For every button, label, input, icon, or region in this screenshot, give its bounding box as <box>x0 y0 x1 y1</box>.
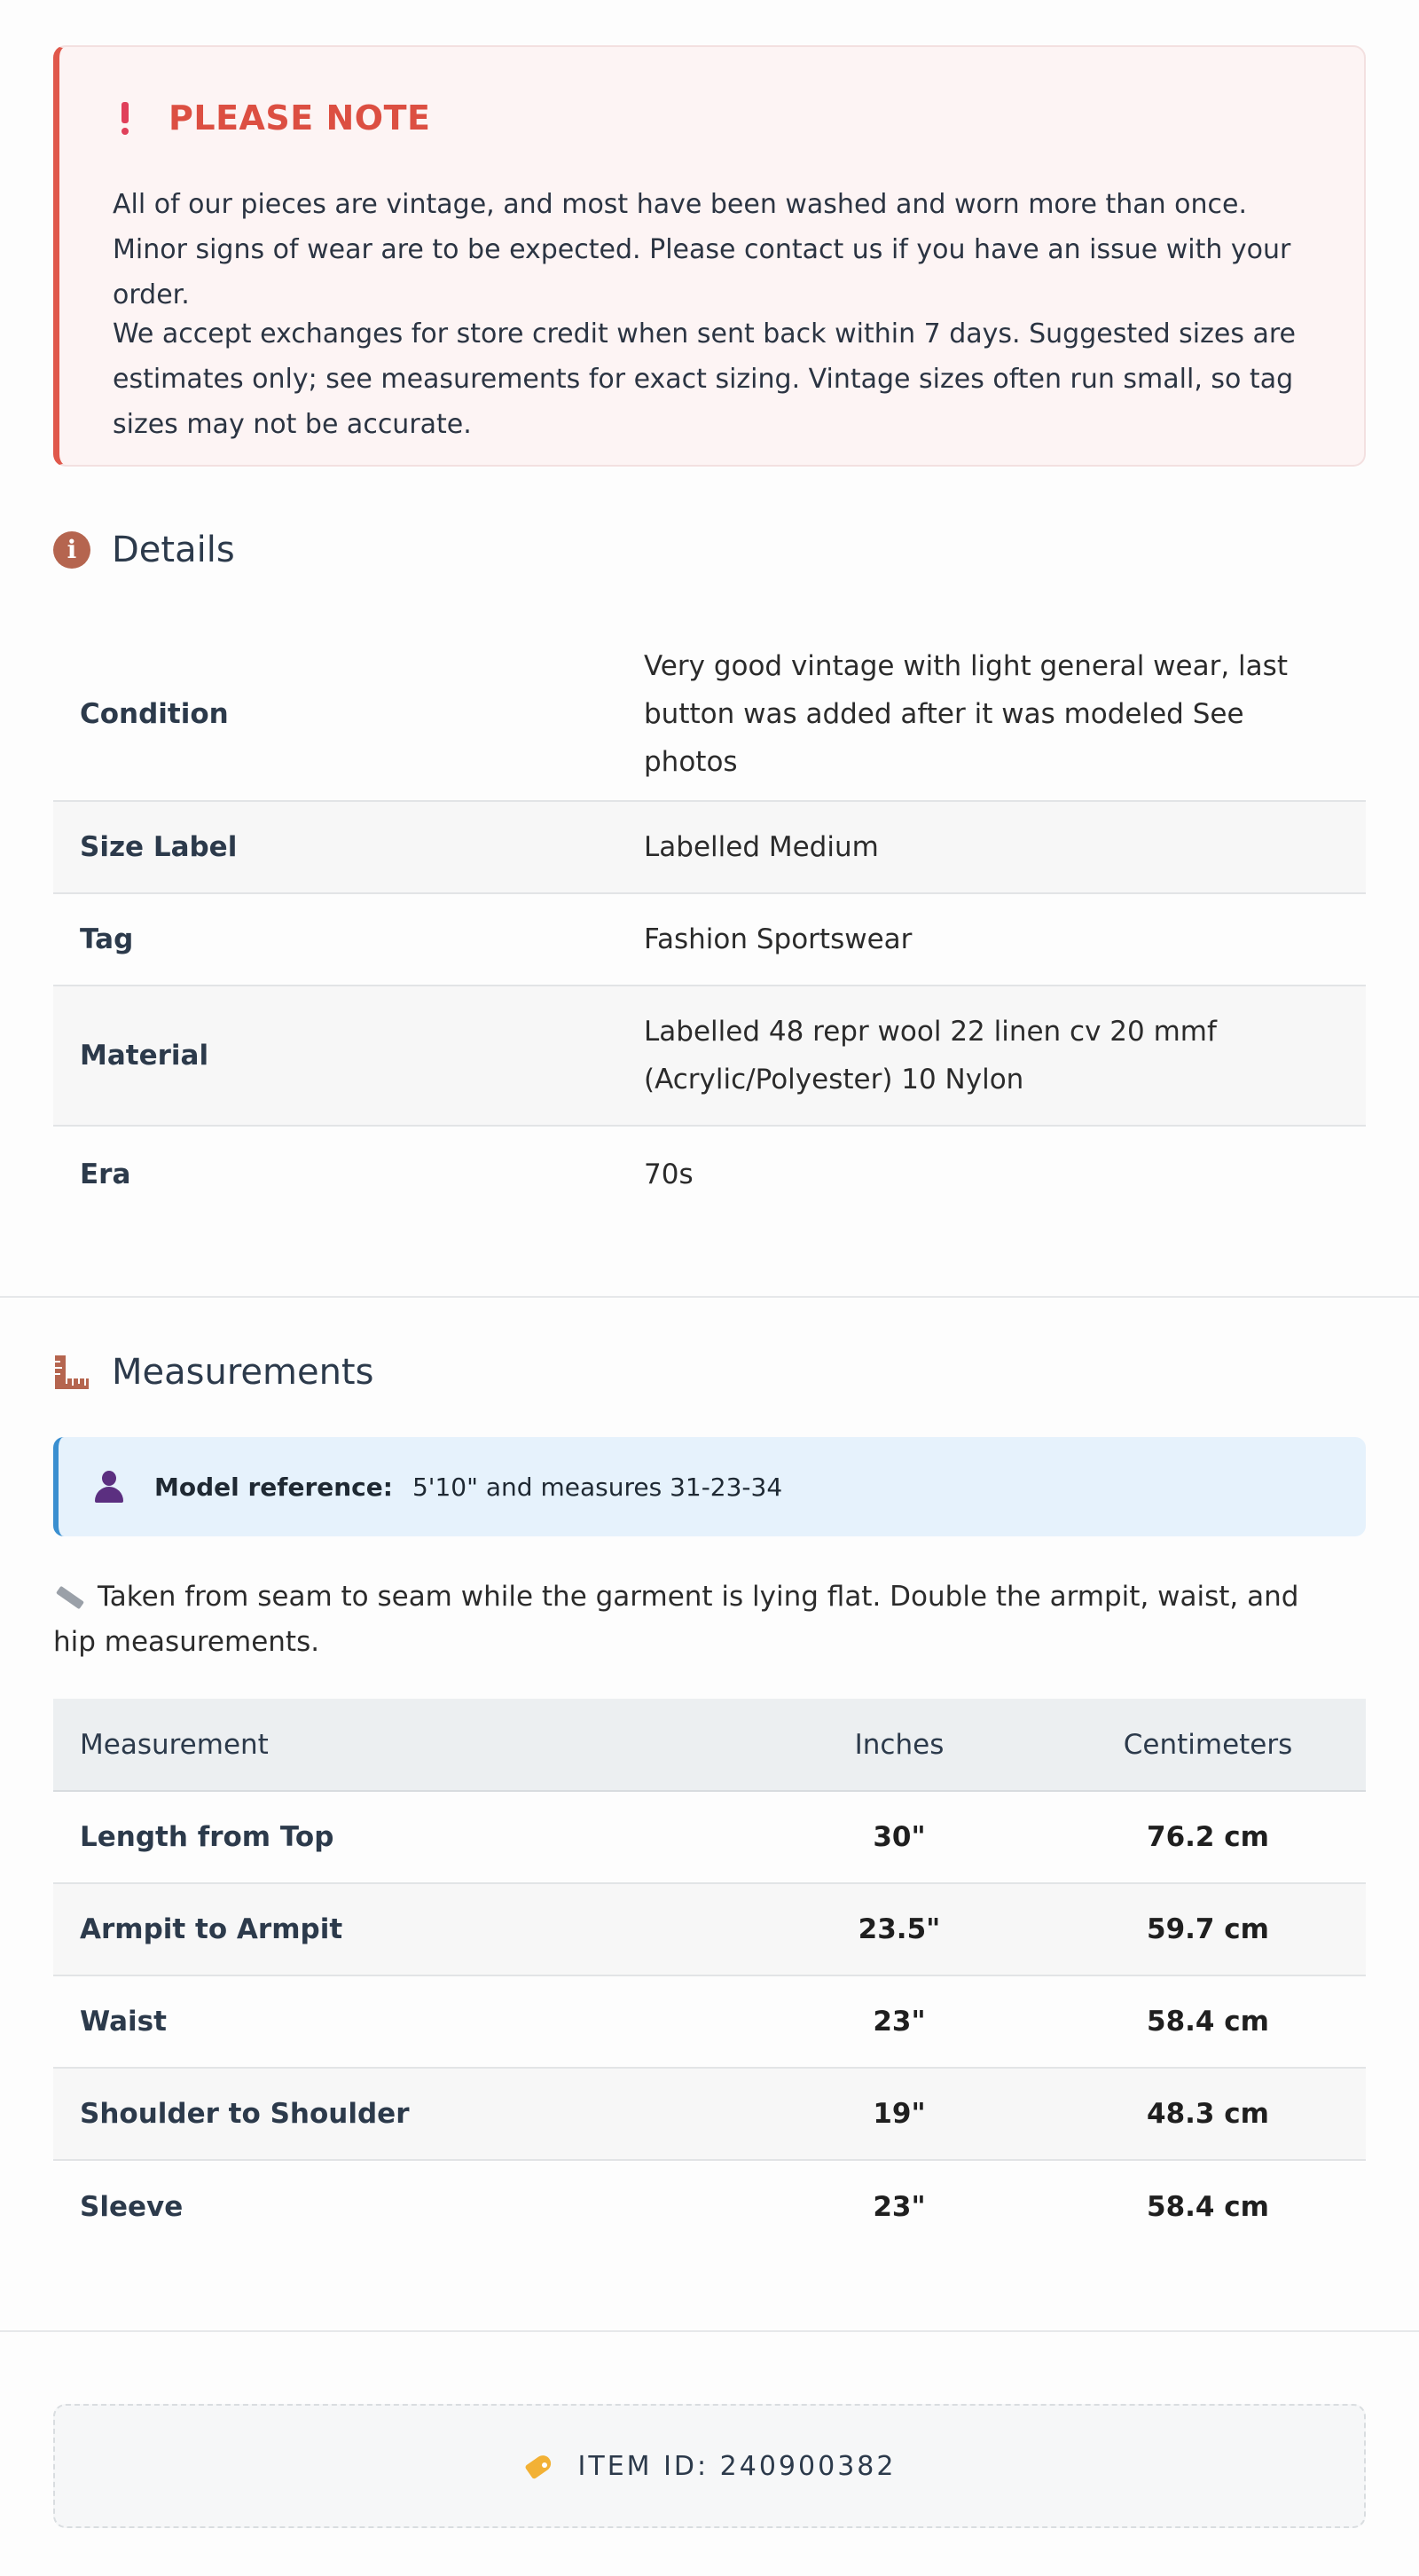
section-title: Details <box>112 530 235 570</box>
details-value: Fashion Sportswear <box>644 923 913 955</box>
notice-header <box>114 98 430 137</box>
exclamation-icon <box>119 100 131 136</box>
info-icon: i <box>53 531 90 569</box>
measurement-name: Armpit to Armpit <box>80 1913 343 1945</box>
notice-paragraph: We accept exchanges for store credit when sent back within 7 days. Suggested sizes are estimates only; see measurements for exact sizing. Vintage sizes often run small, so tag sizes may not be accurate. <box>113 318 1297 440</box>
item-id-box <box>53 2404 1366 2528</box>
ruler-icon <box>53 1354 90 1391</box>
item-id-text: ITEM ID: 240900382 <box>577 2450 897 2482</box>
measurement-note-text: Taken from seam to seam while the garment is lying flat. Double the armpit, waist, and hip measurements. <box>53 1581 1299 1658</box>
details-value: 70s <box>644 1158 694 1190</box>
details-label: Condition <box>80 697 229 730</box>
measurement-name: Sleeve <box>80 2190 184 2223</box>
please-note-box <box>53 45 1366 467</box>
section-divider <box>0 2330 1419 2332</box>
pencil-icon <box>53 1585 85 1608</box>
table-header-row <box>53 1699 1366 1791</box>
details-label: Size Label <box>80 831 238 863</box>
measurement-cm: 48.3 cm <box>1147 2098 1269 2130</box>
measurement-cm: 58.4 cm <box>1147 2006 1269 2038</box>
tag-icon <box>523 2453 555 2479</box>
measurement-cm: 76.2 cm <box>1147 1821 1269 1853</box>
column-header: Centimeters <box>1123 1728 1293 1761</box>
model-reference-value: 5'10" and measures 31-23-34 <box>412 1472 783 1502</box>
measurement-inches: 23" <box>873 2190 926 2223</box>
measurement-note <box>53 1575 1330 1665</box>
details-label: Material <box>80 1040 209 1072</box>
table-row <box>53 1883 1366 1975</box>
column-header: Measurement <box>80 1728 269 1761</box>
details-row <box>53 801 1366 893</box>
measurement-cm: 59.7 cm <box>1147 1913 1269 1945</box>
measurement-inches: 30" <box>873 1821 926 1853</box>
details-heading <box>53 530 235 570</box>
model-reference-label: Model reference: <box>154 1472 393 1502</box>
measurement-inches: 23" <box>873 2006 926 2038</box>
section-title: Measurements <box>112 1352 374 1393</box>
column-header: Inches <box>854 1728 945 1761</box>
details-row <box>53 893 1366 986</box>
details-label: Tag <box>80 923 134 955</box>
details-value: Labelled Medium <box>644 831 879 863</box>
person-icon <box>94 1471 124 1503</box>
measurements-table <box>53 1699 1366 2252</box>
details-label: Era <box>80 1158 131 1190</box>
details-row <box>53 627 1366 801</box>
measurement-cm: 58.4 cm <box>1147 2190 1269 2223</box>
notice-paragraph: All of our pieces are vintage, and most have been washed and worn more than once. Minor signs of wear are to be expected. Please contact us if you have an issue with your order. <box>113 189 1291 310</box>
measurement-name: Waist <box>80 2006 167 2038</box>
measurement-name: Length from Top <box>80 1821 334 1853</box>
details-value: Labelled 48 repr wool 22 linen cv 20 mmf (Acrylic/Polyester) 10 Nylon <box>644 1016 1217 1096</box>
table-row <box>53 1975 1366 2068</box>
details-row <box>53 1126 1366 1221</box>
details-table <box>53 627 1366 1221</box>
measurement-name: Shoulder to Shoulder <box>80 2098 410 2130</box>
notice-title: PLEASE NOTE <box>169 98 431 137</box>
table-row <box>53 2160 1366 2252</box>
measurements-heading <box>53 1352 373 1393</box>
details-value: Very good vintage with light general wear, last button was added after it was modeled See photos <box>644 649 1288 778</box>
details-row <box>53 986 1366 1126</box>
table-row <box>53 2068 1366 2160</box>
section-divider <box>0 1296 1419 1298</box>
table-row <box>53 1791 1366 1883</box>
measurement-inches: 23.5" <box>858 1913 941 1945</box>
model-reference-box <box>53 1437 1366 1536</box>
measurement-inches: 19" <box>873 2098 926 2130</box>
